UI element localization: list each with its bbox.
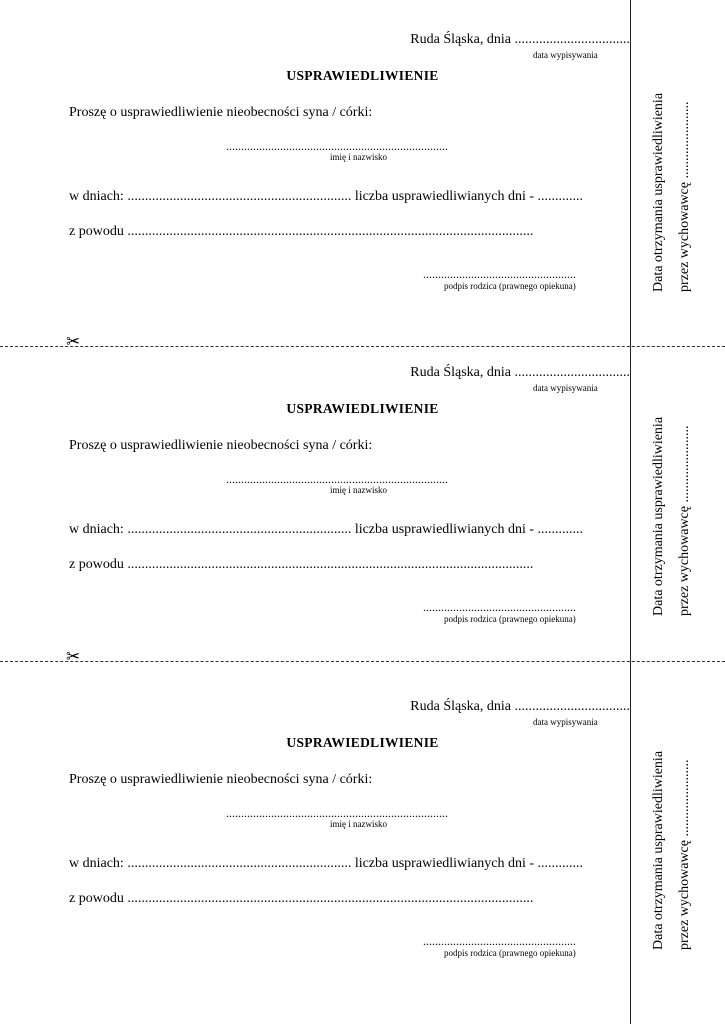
place-date-line: Ruda Śląska, dnia .................................	[410, 32, 630, 47]
signature-field[interactable]: ...................................................	[423, 267, 576, 281]
signature-caption: podpis rodzica (prawnego opiekuna)	[444, 948, 576, 958]
vertical-divider-line	[630, 0, 631, 1024]
side-received-date-label: Data otrzymania usprawiedliwienia	[651, 92, 666, 292]
side-teacher-field[interactable]: przez wychowawcę ......................	[677, 425, 692, 616]
request-text: Proszę o usprawiedliwienie nieobecności syna / córki:	[69, 438, 373, 453]
reason-field[interactable]: z powodu ....................................................................................................................	[69, 891, 534, 906]
reason-field[interactable]: z powodu ....................................................................................................................	[69, 557, 534, 572]
date-caption: data wypisywania	[533, 717, 598, 727]
scissors-icon: ✂	[66, 647, 81, 666]
name-field[interactable]: ..........................................................................	[226, 806, 448, 820]
days-field[interactable]: w dniach: ................................................................ liczba usprawiedliwianych dni - .............	[69, 189, 584, 204]
days-field[interactable]: w dniach: ................................................................ liczba usprawiedliwianych dni - .............	[69, 522, 584, 537]
date-caption: data wypisywania	[533, 50, 598, 60]
days-field[interactable]: w dniach: ................................................................ liczba usprawiedliwianych dni - .............	[69, 856, 584, 871]
absence-form-3	[0, 667, 630, 1001]
side-teacher-field[interactable]: przez wychowawcę ......................	[677, 759, 692, 950]
request-text: Proszę o usprawiedliwienie nieobecności syna / córki:	[69, 772, 373, 787]
side-received-date-label: Data otrzymania usprawiedliwienia	[651, 750, 666, 950]
name-caption: imię i nazwisko	[330, 819, 387, 829]
signature-caption: podpis rodzica (prawnego opiekuna)	[444, 614, 576, 624]
name-caption: imię i nazwisko	[330, 152, 387, 162]
form-title: USPRAWIEDLIWIENIE	[286, 401, 439, 416]
name-caption: imię i nazwisko	[330, 485, 387, 495]
place-date-line: Ruda Śląska, dnia .................................	[410, 365, 630, 380]
place-date-line: Ruda Śląska, dnia .................................	[410, 699, 630, 714]
reason-field[interactable]: z powodu ....................................................................................................................	[69, 224, 534, 239]
signature-caption: podpis rodzica (prawnego opiekuna)	[444, 281, 576, 291]
absence-form-2	[0, 333, 630, 667]
side-received-date-label: Data otrzymania usprawiedliwienia	[651, 416, 666, 616]
form-title: USPRAWIEDLIWIENIE	[286, 735, 439, 750]
signature-field[interactable]: ...................................................	[423, 934, 576, 948]
form-title: USPRAWIEDLIWIENIE	[286, 68, 439, 83]
name-field[interactable]: ..........................................................................	[226, 472, 448, 486]
name-field[interactable]: ..........................................................................	[226, 139, 448, 153]
request-text: Proszę o usprawiedliwienie nieobecności syna / córki:	[69, 105, 373, 120]
side-teacher-field[interactable]: przez wychowawcę ......................	[677, 101, 692, 292]
signature-field[interactable]: ...................................................	[423, 600, 576, 614]
cut-line	[0, 661, 725, 662]
scissors-icon: ✂	[66, 332, 81, 351]
absence-form-1	[0, 0, 630, 334]
date-caption: data wypisywania	[533, 383, 598, 393]
